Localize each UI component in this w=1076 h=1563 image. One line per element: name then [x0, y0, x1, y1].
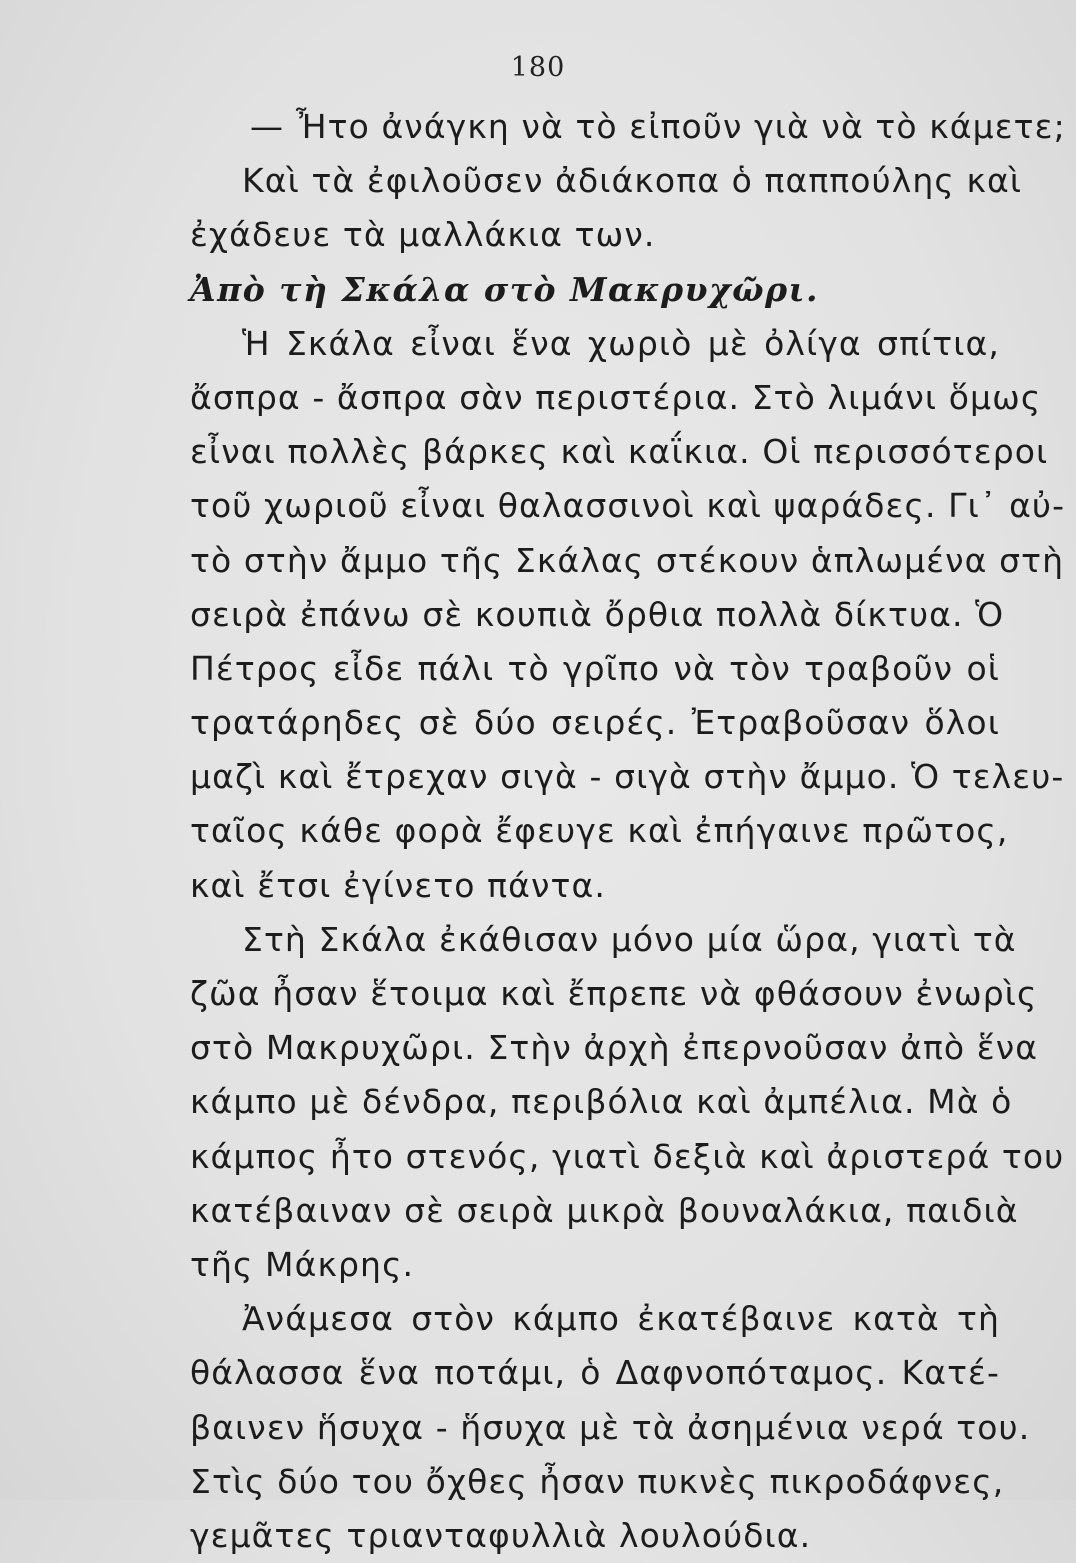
page-number: 180: [510, 52, 566, 83]
text-line: Πέτρος εἶδε πάλι τὸ γρῖπο νὰ τὸν τραβοῦν οἱ: [190, 648, 1000, 688]
text-line: ζῶα ἦσαν ἕτοιμα καὶ ἔπρεπε νὰ φθάσουν ἐνωρὶς: [190, 974, 1038, 1013]
text-line: κατέβαιναν σὲ σειρὰ μικρὰ βουναλάκια, παιδιὰ: [190, 1190, 1019, 1230]
text-line: βαινεν ἥσυχα - ἥσυχα μὲ τὰ ἀσημένια νερά του.: [190, 1407, 1031, 1447]
text-line: ταῖος κάθε φορὰ ἔφευγε καὶ ἐπήγαινε πρῶτος,: [190, 811, 1009, 851]
text-line: τρατάρηδες σὲ δύο σειρές. Ἐτραβοῦσαν ὅλοι: [190, 703, 1000, 743]
text-line: εἶναι πολλὲς βάρκες καὶ καΐκια. Οἱ περισσότεροι: [190, 432, 1049, 472]
text-line: ἐχάδευε τὰ μαλλάκια των.: [190, 215, 656, 255]
text-line: μαζὶ καὶ ἔτρεχαν σιγὰ - σιγὰ στὴν ἄμμο. Ὁ τελευ-: [190, 757, 1065, 797]
section-heading: Ἀπὸ τὴ Σκάλα στὸ Μακρυχῶρι.: [190, 269, 819, 309]
text-line: Ἀνάμεσα στὸν κάμπο ἐκατέβαινε κατὰ τὴ: [242, 1299, 1000, 1339]
text-line: θάλασσα ἕνα ποτάμι, ὁ Δαφνοπόταμος. Κατέ-: [190, 1353, 1000, 1393]
text-line: καὶ ἔτσι ἐγίνετο πάντα.: [190, 865, 606, 905]
text-line: κάμπος ἦτο στενός, γιατὶ δεξιὰ καὶ ἀριστερά του: [190, 1136, 1065, 1176]
text-line: στὸ Μακρυχῶρι. Στὴν ἀρχὴ ἐπερνοῦσαν ἀπὸ ἕνα: [190, 1028, 1039, 1068]
text-line: ἄσπρα - ἄσπρα σὰν περιστέρια. Στὸ λιμάνι ὅμως: [190, 377, 1042, 417]
text-line: τοῦ χωριοῦ εἶναι θαλασσινοὶ καὶ ψαράδες. Γι᾿ αὐ-: [190, 486, 1066, 526]
text-line: Ἡ Σκάλα εἶναι ἕνα χωριὸ μὲ ὀλίγα σπίτια,: [242, 323, 1000, 363]
text-line-dialogue: — Ἦτο ἀνάγκη νὰ τὸ εἰποῦν γιὰ νὰ τὸ κάμετε;: [250, 107, 1066, 146]
text-line: Στὶς δύο του ὄχθες ἦσαν πυκνὲς πικροδάφνες,: [190, 1461, 1005, 1501]
text-line: κάμπο μὲ δένδρα, περιβόλια καὶ ἀμπέλια. Μὰ ὁ: [190, 1082, 1013, 1122]
text-line: τῆς Μάκρης.: [190, 1244, 415, 1284]
body-text: [190, 100, 1066, 1563]
text-line: Στὴ Σκάλα ἐκάθισαν μόνο μία ὥρα, γιατὶ τὰ: [242, 919, 1017, 959]
text-line: γεμᾶτες τριανταφυλλιὰ λουλούδια.: [190, 1515, 812, 1555]
text-line: σειρὰ ἐπάνω σὲ κουπιὰ ὄρθια πολλὰ δίκτυα. Ὁ: [190, 594, 1005, 634]
text-line: τὸ στὴν ἄμμο τῆς Σκάλας στέκουν ἁπλωμένα στὴ: [190, 540, 1065, 580]
text-line: Καὶ τὰ ἐφιλοῦσεν ἀδιάκοπα ὁ παππούλης καὶ: [242, 161, 1023, 201]
